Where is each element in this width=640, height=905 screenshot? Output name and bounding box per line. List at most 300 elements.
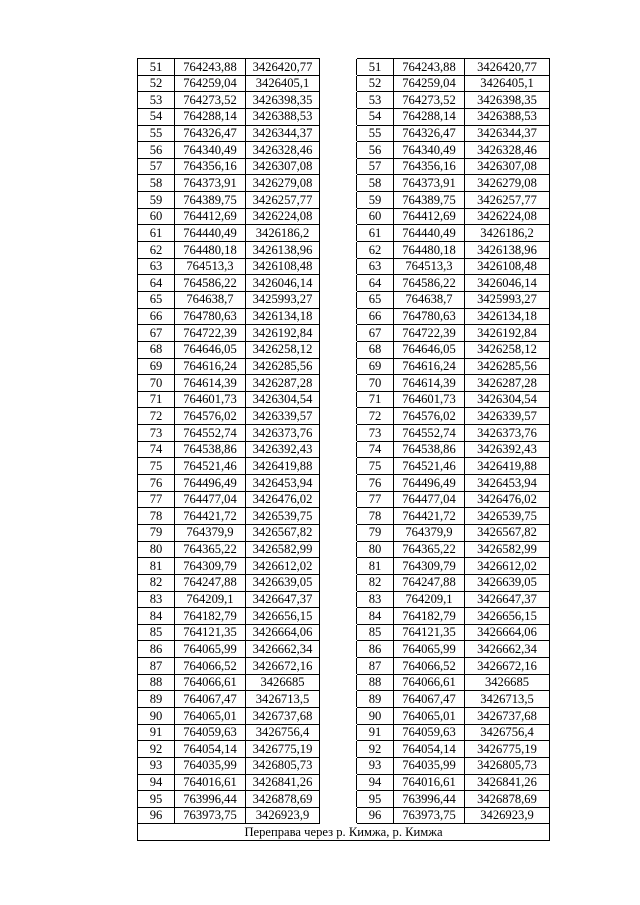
left-y-coordinate: 3426476,02	[246, 491, 320, 508]
right-y-coordinate: 3426392,43	[465, 441, 550, 458]
right-y-coordinate: 3426224,08	[465, 208, 550, 225]
left-x-coordinate: 764440,49	[175, 225, 246, 242]
table-row	[138, 674, 550, 691]
column-gap	[320, 175, 357, 192]
right-y-coordinate: 3426344,37	[465, 125, 550, 142]
right-point-number: 71	[357, 391, 394, 408]
left-x-coordinate: 764480,18	[175, 242, 246, 259]
left-point-number: 86	[138, 641, 175, 658]
right-x-coordinate: 764356,16	[394, 158, 465, 175]
left-y-coordinate: 3426138,96	[246, 242, 320, 259]
left-y-coordinate: 3426186,2	[246, 225, 320, 242]
right-point-number: 85	[357, 624, 394, 641]
table-row	[138, 458, 550, 475]
right-y-coordinate: 3426186,2	[465, 225, 550, 242]
left-x-coordinate: 764513,3	[175, 258, 246, 275]
right-y-coordinate: 3426339,57	[465, 408, 550, 425]
table-row	[138, 741, 550, 758]
right-y-coordinate: 3426373,76	[465, 425, 550, 442]
left-x-coordinate: 764601,73	[175, 391, 246, 408]
left-x-coordinate: 764016,61	[175, 774, 246, 791]
left-point-number: 65	[138, 291, 175, 308]
table-row	[138, 358, 550, 375]
column-gap	[320, 807, 357, 824]
column-gap	[320, 508, 357, 525]
left-point-number: 96	[138, 807, 175, 824]
column-gap	[320, 541, 357, 558]
left-x-coordinate: 764121,35	[175, 624, 246, 641]
table-row	[138, 125, 550, 142]
right-point-number: 81	[357, 558, 394, 575]
table-row	[138, 108, 550, 125]
right-x-coordinate: 764288,14	[394, 108, 465, 125]
left-x-coordinate: 764066,52	[175, 658, 246, 675]
left-point-number: 58	[138, 175, 175, 192]
right-y-coordinate: 3426664,06	[465, 624, 550, 641]
left-y-coordinate: 3426224,08	[246, 208, 320, 225]
right-x-coordinate: 764646,05	[394, 341, 465, 358]
left-x-coordinate: 764067,47	[175, 691, 246, 708]
left-y-coordinate: 3426344,37	[246, 125, 320, 142]
column-gap	[320, 225, 357, 242]
right-x-coordinate: 764066,61	[394, 674, 465, 691]
left-point-number: 79	[138, 524, 175, 541]
left-x-coordinate: 764576,02	[175, 408, 246, 425]
left-y-coordinate: 3426419,88	[246, 458, 320, 475]
right-y-coordinate: 3426737,68	[465, 707, 550, 724]
right-y-coordinate: 3426639,05	[465, 574, 550, 591]
right-x-coordinate: 764616,24	[394, 358, 465, 375]
left-x-coordinate: 764065,01	[175, 707, 246, 724]
column-gap	[320, 59, 357, 76]
table-row	[138, 658, 550, 675]
left-point-number: 87	[138, 658, 175, 675]
right-y-coordinate: 3426539,75	[465, 508, 550, 525]
left-y-coordinate: 3426388,53	[246, 108, 320, 125]
left-x-coordinate: 764379,9	[175, 524, 246, 541]
right-y-coordinate: 3426647,37	[465, 591, 550, 608]
left-point-number: 72	[138, 408, 175, 425]
left-y-coordinate: 3426134,18	[246, 308, 320, 325]
table-row	[138, 341, 550, 358]
right-y-coordinate: 3426108,48	[465, 258, 550, 275]
right-x-coordinate: 764067,47	[394, 691, 465, 708]
left-x-coordinate: 764035,99	[175, 757, 246, 774]
table-row	[138, 491, 550, 508]
table-row	[138, 158, 550, 175]
right-x-coordinate: 764389,75	[394, 192, 465, 209]
column-gap	[320, 375, 357, 392]
right-point-number: 53	[357, 92, 394, 109]
right-y-coordinate: 3426258,12	[465, 341, 550, 358]
left-point-number: 89	[138, 691, 175, 708]
left-x-coordinate: 764288,14	[175, 108, 246, 125]
right-x-coordinate: 764538,86	[394, 441, 465, 458]
right-x-coordinate: 764722,39	[394, 325, 465, 342]
right-point-number: 64	[357, 275, 394, 292]
column-gap	[320, 391, 357, 408]
table-row	[138, 175, 550, 192]
left-point-number: 94	[138, 774, 175, 791]
left-y-coordinate: 3426612,02	[246, 558, 320, 575]
table-row	[138, 242, 550, 259]
right-x-coordinate: 764326,47	[394, 125, 465, 142]
table-row	[138, 375, 550, 392]
left-y-coordinate: 3426647,37	[246, 591, 320, 608]
right-point-number: 87	[357, 658, 394, 675]
table-row	[138, 724, 550, 741]
left-point-number: 64	[138, 275, 175, 292]
left-x-coordinate: 764780,63	[175, 308, 246, 325]
column-gap	[320, 408, 357, 425]
right-point-number: 72	[357, 408, 394, 425]
left-point-number: 82	[138, 574, 175, 591]
left-x-coordinate: 764552,74	[175, 425, 246, 442]
right-y-coordinate: 3426398,35	[465, 92, 550, 109]
right-y-coordinate: 3426257,77	[465, 192, 550, 209]
right-x-coordinate: 764247,88	[394, 574, 465, 591]
left-point-number: 59	[138, 192, 175, 209]
right-point-number: 93	[357, 757, 394, 774]
column-gap	[320, 75, 357, 92]
right-point-number: 66	[357, 308, 394, 325]
left-point-number: 68	[138, 341, 175, 358]
left-y-coordinate: 3426420,77	[246, 59, 320, 76]
left-y-coordinate: 3426656,15	[246, 608, 320, 625]
left-point-number: 69	[138, 358, 175, 375]
right-point-number: 95	[357, 791, 394, 808]
right-point-number: 92	[357, 741, 394, 758]
left-y-coordinate: 3426539,75	[246, 508, 320, 525]
left-x-coordinate: 764421,72	[175, 508, 246, 525]
right-point-number: 80	[357, 541, 394, 558]
left-point-number: 67	[138, 325, 175, 342]
right-x-coordinate: 764552,74	[394, 425, 465, 442]
left-y-coordinate: 3426108,48	[246, 258, 320, 275]
table-row	[138, 624, 550, 641]
table-row	[138, 757, 550, 774]
table-row	[138, 774, 550, 791]
left-point-number: 70	[138, 375, 175, 392]
left-point-number: 85	[138, 624, 175, 641]
column-gap	[320, 108, 357, 125]
left-point-number: 88	[138, 674, 175, 691]
right-point-number: 75	[357, 458, 394, 475]
right-x-coordinate: 764121,35	[394, 624, 465, 641]
left-y-coordinate: 3426285,56	[246, 358, 320, 375]
right-y-coordinate: 3426775,19	[465, 741, 550, 758]
left-x-coordinate: 764616,24	[175, 358, 246, 375]
right-x-coordinate: 764365,22	[394, 541, 465, 558]
left-x-coordinate: 764309,79	[175, 558, 246, 575]
left-point-number: 66	[138, 308, 175, 325]
left-y-coordinate: 3426582,99	[246, 541, 320, 558]
column-gap	[320, 308, 357, 325]
right-x-coordinate: 764209,1	[394, 591, 465, 608]
left-x-coordinate: 764273,52	[175, 92, 246, 109]
column-gap	[320, 258, 357, 275]
table-row	[138, 75, 550, 92]
coordinates-table-body	[138, 59, 550, 824]
right-x-coordinate: 764440,49	[394, 225, 465, 242]
left-point-number: 74	[138, 441, 175, 458]
right-x-coordinate: 764309,79	[394, 558, 465, 575]
left-point-number: 92	[138, 741, 175, 758]
left-y-coordinate: 3426713,5	[246, 691, 320, 708]
right-point-number: 61	[357, 225, 394, 242]
table-row	[138, 308, 550, 325]
left-point-number: 53	[138, 92, 175, 109]
left-y-coordinate: 3426392,43	[246, 441, 320, 458]
right-point-number: 94	[357, 774, 394, 791]
left-point-number: 55	[138, 125, 175, 142]
right-x-coordinate: 764243,88	[394, 59, 465, 76]
left-point-number: 63	[138, 258, 175, 275]
left-y-coordinate: 3426339,57	[246, 408, 320, 425]
left-point-number: 80	[138, 541, 175, 558]
left-y-coordinate: 3426805,73	[246, 757, 320, 774]
right-y-coordinate: 3426420,77	[465, 59, 550, 76]
right-y-coordinate: 3426138,96	[465, 242, 550, 259]
table-row	[138, 541, 550, 558]
column-gap	[320, 242, 357, 259]
right-y-coordinate: 3426388,53	[465, 108, 550, 125]
right-point-number: 96	[357, 807, 394, 824]
column-gap	[320, 425, 357, 442]
right-y-coordinate: 3426476,02	[465, 491, 550, 508]
right-x-coordinate: 764340,49	[394, 142, 465, 159]
column-gap	[320, 441, 357, 458]
table-row	[138, 391, 550, 408]
right-point-number: 56	[357, 142, 394, 159]
caption-row	[138, 824, 550, 841]
left-y-coordinate: 3426398,35	[246, 92, 320, 109]
right-point-number: 70	[357, 375, 394, 392]
left-y-coordinate: 3426639,05	[246, 574, 320, 591]
column-gap	[320, 158, 357, 175]
column-gap	[320, 125, 357, 142]
right-point-number: 52	[357, 75, 394, 92]
left-x-coordinate: 764065,99	[175, 641, 246, 658]
left-y-coordinate: 3426841,26	[246, 774, 320, 791]
left-y-coordinate: 3426664,06	[246, 624, 320, 641]
left-x-coordinate: 764066,61	[175, 674, 246, 691]
right-x-coordinate: 764614,39	[394, 375, 465, 392]
column-gap	[320, 741, 357, 758]
table-row	[138, 475, 550, 492]
right-point-number: 82	[357, 574, 394, 591]
right-y-coordinate: 3426285,56	[465, 358, 550, 375]
right-x-coordinate: 764065,01	[394, 707, 465, 724]
left-point-number: 76	[138, 475, 175, 492]
left-x-coordinate: 764586,22	[175, 275, 246, 292]
table-row	[138, 441, 550, 458]
column-gap	[320, 358, 357, 375]
left-point-number: 57	[138, 158, 175, 175]
column-gap	[320, 641, 357, 658]
left-point-number: 73	[138, 425, 175, 442]
table-row	[138, 325, 550, 342]
table-row	[138, 92, 550, 109]
table-row	[138, 142, 550, 159]
right-y-coordinate: 3426662,34	[465, 641, 550, 658]
left-y-coordinate: 3426307,08	[246, 158, 320, 175]
left-y-coordinate: 3426685	[246, 674, 320, 691]
column-gap	[320, 757, 357, 774]
right-x-coordinate: 764521,46	[394, 458, 465, 475]
right-x-coordinate: 764182,79	[394, 608, 465, 625]
table-row	[138, 208, 550, 225]
column-gap	[320, 691, 357, 708]
table-row	[138, 641, 550, 658]
right-point-number: 89	[357, 691, 394, 708]
coordinates-table	[137, 58, 550, 841]
column-gap	[320, 574, 357, 591]
left-x-coordinate: 764496,49	[175, 475, 246, 492]
column-gap	[320, 774, 357, 791]
right-point-number: 79	[357, 524, 394, 541]
right-point-number: 84	[357, 608, 394, 625]
right-y-coordinate: 3426419,88	[465, 458, 550, 475]
right-x-coordinate: 764065,99	[394, 641, 465, 658]
right-x-coordinate: 764477,04	[394, 491, 465, 508]
left-x-coordinate: 764326,47	[175, 125, 246, 142]
left-y-coordinate: 3426304,54	[246, 391, 320, 408]
column-gap	[320, 325, 357, 342]
right-point-number: 65	[357, 291, 394, 308]
column-gap	[320, 92, 357, 109]
column-gap	[320, 275, 357, 292]
left-y-coordinate: 3426775,19	[246, 741, 320, 758]
right-point-number: 55	[357, 125, 394, 142]
right-y-coordinate: 3426134,18	[465, 308, 550, 325]
right-point-number: 62	[357, 242, 394, 259]
column-gap	[320, 142, 357, 159]
left-point-number: 75	[138, 458, 175, 475]
column-gap	[320, 458, 357, 475]
left-x-coordinate: 764243,88	[175, 59, 246, 76]
right-y-coordinate: 3426192,84	[465, 325, 550, 342]
right-y-coordinate: 3426656,15	[465, 608, 550, 625]
right-y-coordinate: 3426841,26	[465, 774, 550, 791]
right-x-coordinate: 764054,14	[394, 741, 465, 758]
right-point-number: 54	[357, 108, 394, 125]
left-x-coordinate: 764209,1	[175, 591, 246, 608]
left-y-coordinate: 3425993,27	[246, 291, 320, 308]
left-point-number: 61	[138, 225, 175, 242]
right-x-coordinate: 764066,52	[394, 658, 465, 675]
left-point-number: 54	[138, 108, 175, 125]
left-y-coordinate: 3426046,14	[246, 275, 320, 292]
left-x-coordinate: 763996,44	[175, 791, 246, 808]
table-row	[138, 691, 550, 708]
right-point-number: 74	[357, 441, 394, 458]
table-row	[138, 591, 550, 608]
right-point-number: 76	[357, 475, 394, 492]
right-x-coordinate: 764576,02	[394, 408, 465, 425]
column-gap	[320, 524, 357, 541]
right-y-coordinate: 3426805,73	[465, 757, 550, 774]
right-y-coordinate: 3426713,5	[465, 691, 550, 708]
left-x-coordinate: 764638,7	[175, 291, 246, 308]
right-y-coordinate: 3426672,16	[465, 658, 550, 675]
right-x-coordinate: 764016,61	[394, 774, 465, 791]
right-x-coordinate: 764379,9	[394, 524, 465, 541]
left-point-number: 56	[138, 142, 175, 159]
right-x-coordinate: 764780,63	[394, 308, 465, 325]
right-point-number: 63	[357, 258, 394, 275]
right-x-coordinate: 764035,99	[394, 757, 465, 774]
column-gap	[320, 624, 357, 641]
left-y-coordinate: 3426405,1	[246, 75, 320, 92]
column-gap	[320, 558, 357, 575]
left-y-coordinate: 3426287,28	[246, 375, 320, 392]
column-gap	[320, 291, 357, 308]
right-y-coordinate: 3426453,94	[465, 475, 550, 492]
left-y-coordinate: 3426923,9	[246, 807, 320, 824]
left-x-coordinate: 764521,46	[175, 458, 246, 475]
right-x-coordinate: 763973,75	[394, 807, 465, 824]
left-y-coordinate: 3426373,76	[246, 425, 320, 442]
left-point-number: 81	[138, 558, 175, 575]
right-point-number: 77	[357, 491, 394, 508]
left-point-number: 91	[138, 724, 175, 741]
left-x-coordinate: 764722,39	[175, 325, 246, 342]
column-gap	[320, 658, 357, 675]
right-x-coordinate: 763996,44	[394, 791, 465, 808]
right-y-coordinate: 3426287,28	[465, 375, 550, 392]
right-point-number: 90	[357, 707, 394, 724]
right-point-number: 67	[357, 325, 394, 342]
column-gap	[320, 192, 357, 209]
left-x-coordinate: 764247,88	[175, 574, 246, 591]
right-y-coordinate: 3426307,08	[465, 158, 550, 175]
right-point-number: 60	[357, 208, 394, 225]
left-y-coordinate: 3426257,77	[246, 192, 320, 209]
right-point-number: 57	[357, 158, 394, 175]
right-y-coordinate: 3426582,99	[465, 541, 550, 558]
right-y-coordinate: 3426046,14	[465, 275, 550, 292]
left-point-number: 77	[138, 491, 175, 508]
left-x-coordinate: 764614,39	[175, 375, 246, 392]
right-y-coordinate: 3426923,9	[465, 807, 550, 824]
table-row	[138, 508, 550, 525]
left-x-coordinate: 764259,04	[175, 75, 246, 92]
left-y-coordinate: 3426737,68	[246, 707, 320, 724]
table-row	[138, 558, 550, 575]
right-x-coordinate: 764059,63	[394, 724, 465, 741]
left-point-number: 93	[138, 757, 175, 774]
right-x-coordinate: 764259,04	[394, 75, 465, 92]
left-point-number: 51	[138, 59, 175, 76]
right-x-coordinate: 764480,18	[394, 242, 465, 259]
left-y-coordinate: 3426672,16	[246, 658, 320, 675]
left-point-number: 60	[138, 208, 175, 225]
table-caption: Переправа через р. Кимжа, р. Кимжа	[138, 824, 550, 841]
table-row	[138, 608, 550, 625]
left-y-coordinate: 3426279,08	[246, 175, 320, 192]
right-point-number: 68	[357, 341, 394, 358]
left-x-coordinate: 764054,14	[175, 741, 246, 758]
right-y-coordinate: 3426567,82	[465, 524, 550, 541]
right-y-coordinate: 3426304,54	[465, 391, 550, 408]
column-gap	[320, 491, 357, 508]
right-x-coordinate: 764496,49	[394, 475, 465, 492]
right-point-number: 88	[357, 674, 394, 691]
left-point-number: 52	[138, 75, 175, 92]
right-x-coordinate: 764586,22	[394, 275, 465, 292]
left-y-coordinate: 3426258,12	[246, 341, 320, 358]
